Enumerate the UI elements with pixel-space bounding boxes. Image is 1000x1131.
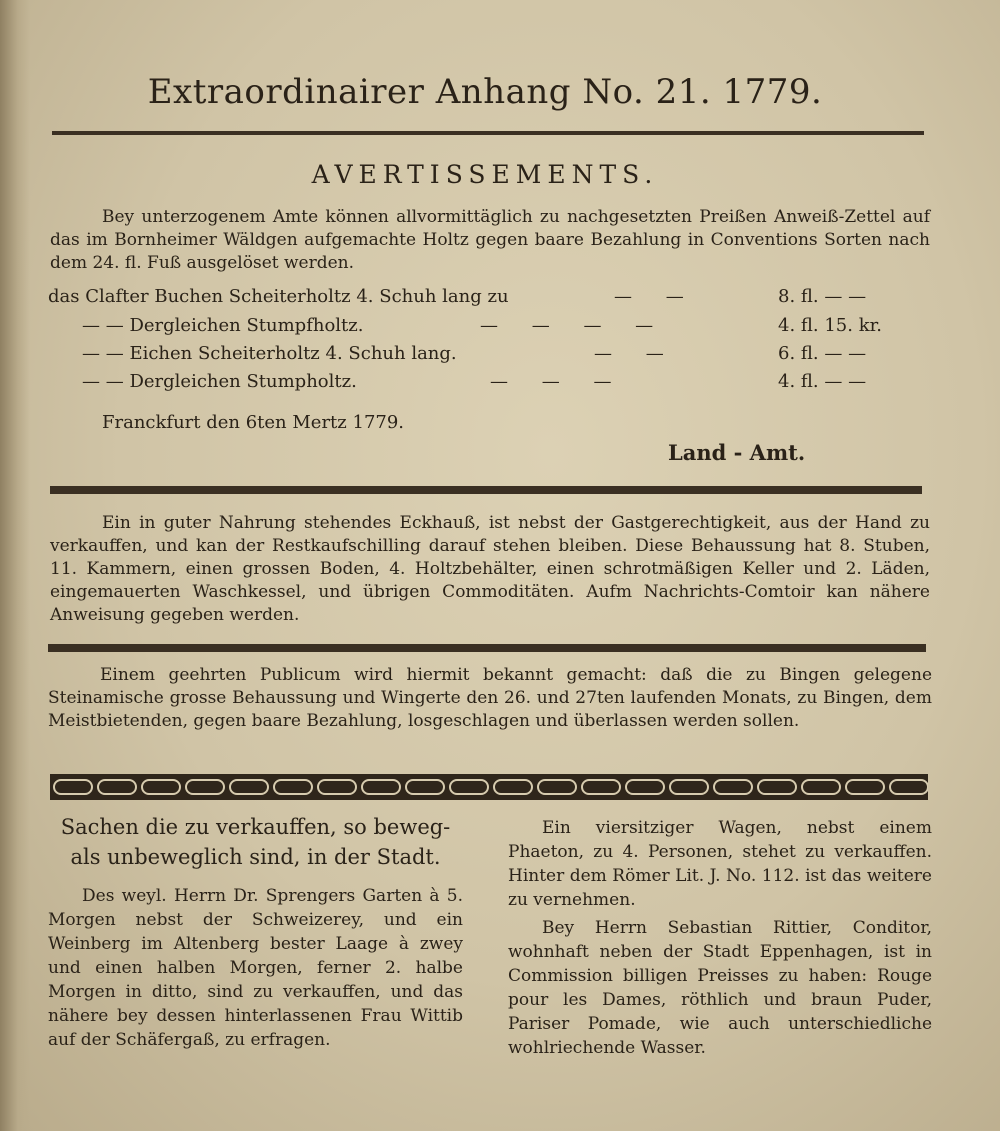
price-row-dashes: — — (614, 286, 698, 307)
price-row-price: 4. fl. — — (778, 371, 867, 392)
notice2-text: Ein in guter Nahrung stehendes Eckhauß, ist nebst der Gastgerechtigkeit, aus der Hand zu verkauffen, und kan der Restkaufschilling darauf stehen bleiben. Diese Behaussung hat 8. Stuben, 11. Kammern, einen grossen Boden, 4. Holtzbehälter, einen schrotmäßigen Keller und 2. Läden, eingemauerten Waschkessel, und übrigen Commoditäten. Aufm Nachrichts-Comtoir kan nähere Anweisung gegeben werden. (50, 513, 930, 625)
price-row-label: — — Dergleichen Stumpholtz. (82, 371, 357, 392)
price-row (48, 315, 918, 343)
left-column (48, 812, 463, 1056)
section-title: AVERTISSEMENTS. (311, 160, 659, 189)
price-row-price: 8. fl. — — (778, 286, 867, 307)
price-row-dashes: — — (594, 343, 678, 364)
left-column-heading: Sachen die zu verkauffen, so beweg- als unbeweglich sind, in der Stadt. (60, 815, 451, 869)
header-rule (52, 131, 924, 135)
section-rule (48, 644, 926, 652)
notice3-text: Einem geehrten Publicum wird hiermit bekannt gemacht: daß die zu Bingen gelegene Steinamische grosse Behaussung und Wingerte den 26. und 27ten laufenden Monats, zu Bingen, dem Meistbietenden, gegen baare Bezahlung, losgeschlagen und überlassen werden sollen. (48, 665, 932, 731)
price-row-label: — — Eichen Scheiterholtz 4. Schuh lang. (82, 343, 457, 364)
price-row-dashes: — — — (490, 371, 626, 392)
notice1-signature: Land - Amt. (668, 440, 806, 465)
price-row (48, 371, 918, 399)
price-row-price: 6. fl. — — (778, 343, 867, 364)
section-rule (50, 486, 922, 494)
price-row (48, 343, 918, 371)
right-column-paragraph-confectioner: Bey Herrn Sebastian Rittier, Conditor, wohnhaft neben der Stadt Eppenhagen, ist in Commission billigen Preisses zu haben: Rouge pour les Dames, röthlich und braun Puder, Pariser Pomade, wie auch unterschiedliche wohlriechende Wasser. (508, 918, 932, 1058)
page-header-title: Extraordinairer Anhang No. 21. 1779. (147, 72, 823, 112)
price-row-dashes: — — — — (480, 315, 668, 336)
ornamental-divider (50, 772, 928, 802)
left-column-paragraph: Des weyl. Herrn Dr. Sprengers Garten à 5. Morgen nebst der Schweizerey, und ein Weinberg im Altenberg bester Laage à zwey und einen halben Morgen, ferner 2. halbe Morgen in ditto, sind zu verkauffen, und das nähere bey dessen hinterlassenen Frau Wittib auf der Schäfergaß, zu erfragen. (48, 886, 463, 1050)
price-row (48, 286, 918, 314)
right-column-paragraph-carriage: Ein viersitziger Wagen, nebst einem Phaeton, zu 4. Personen, stehet zu verkauffen. Hinter dem Römer Lit. J. No. 112. ist das weitere zu vernehmen. (508, 818, 932, 910)
right-column (508, 816, 932, 1064)
notice1-intro: Bey unterzogenem Amte können allvormittäglich zu nachgesetzten Preißen Anweiß-Zettel auf das im Bornheimer Wäldgen aufgemachte Holtz gegen baare Bezahlung in Conventions Sorten nach dem 24. fl. Fuß ausgelöset werden. (50, 207, 930, 273)
price-row-label: das Clafter Buchen Scheiterholtz 4. Schuh lang zu (48, 286, 509, 307)
price-row-label: — — Dergleichen Stumpfholtz. (82, 315, 364, 336)
notice1-dateline: Franckfurt den 6ten Mertz 1779. (102, 412, 405, 433)
price-row-price: 4. fl. 15. kr. (778, 315, 882, 336)
